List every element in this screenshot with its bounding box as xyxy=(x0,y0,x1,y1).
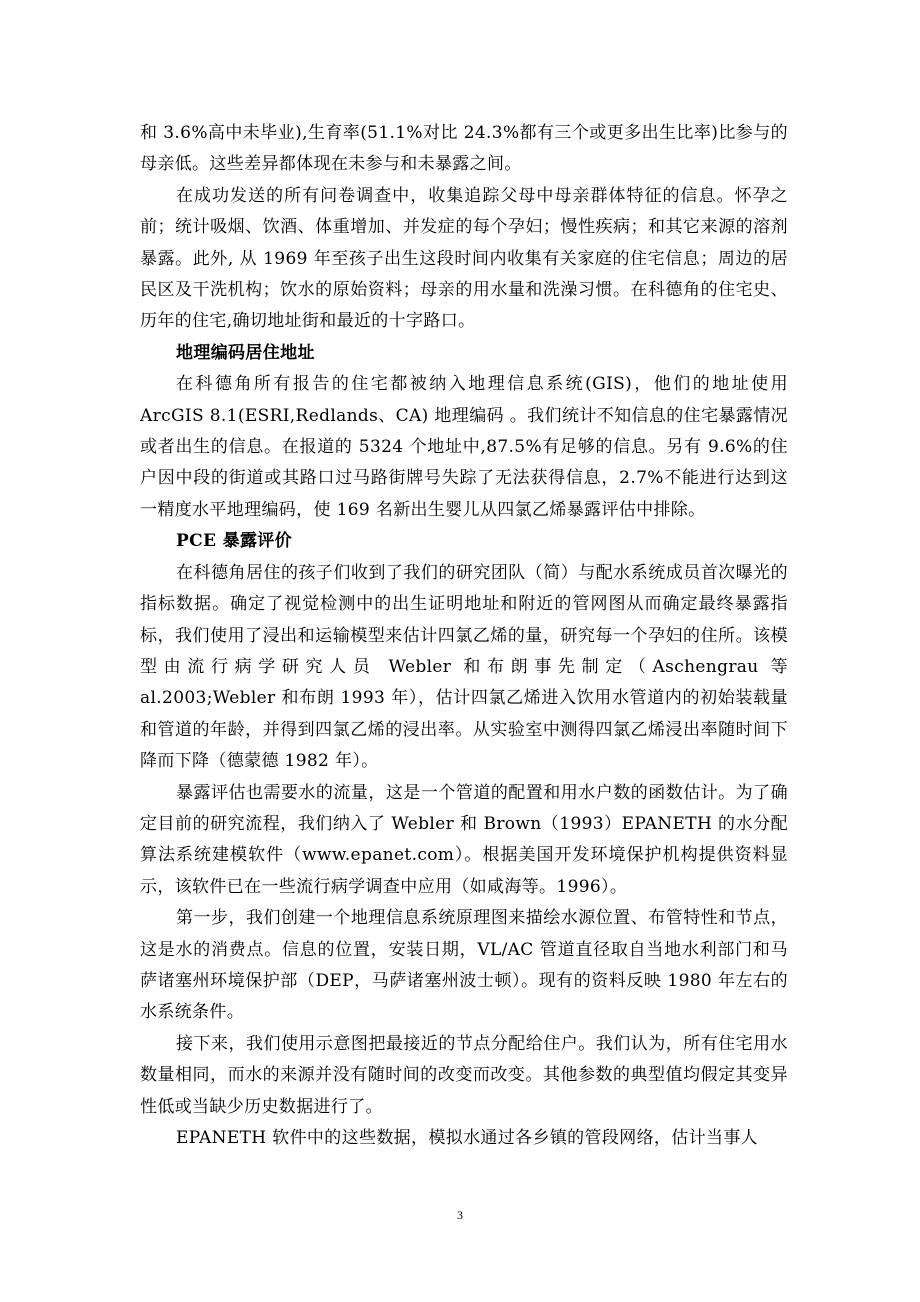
paragraph-first-step: 第一步，我们创建一个地理信息系统原理图来描绘水源位置、布管特性和节点，这是水的消费点。信息的位置，安装日期，VL/AC 管道直径取自当地水利部门和马萨诸塞州环境保护部（DEP，马萨诸塞州波士顿）。现有的资料反映 1980 年左右的水系统条件。 xyxy=(140,908,788,1023)
paragraph-continuation: 和 3.6%高中未毕业),生育率(51.1%对比 24.3%都有三个或更多出生比率)比参与的母亲低。这些差异都体现在未参与和未暴露之间。 xyxy=(140,123,788,175)
paragraph-questionnaire: 在成功发送的所有问卷调查中，收集追踪父母中母亲群体特征的信息。怀孕之前；统计吸烟、饮酒、体重增加、并发症的每个孕妇；慢性疾病；和其它来源的溶剂暴露。此外, 从 1969 年至孩子出生这段时间内收集有关家庭的住宅信息；周边的居民区及干洗机构；饮水的原始资料；母亲的用水量和洗澡习惯。在科德角的住宅史、历年的住宅,确切地址街和最近的十字路口。 xyxy=(140,185,788,332)
paragraph-next-step: 接下来，我们使用示意图把最接近的节点分配给住户。我们认为，所有住宅用水数量相同，而水的来源并没有随时间的改变而改变。其他参数的典型值均假定其变异性低或当缺少历史数据进行了。 xyxy=(140,1033,788,1117)
section-heading-pce-exposure: PCE 暴露评价 xyxy=(176,531,292,552)
page-number: 3 xyxy=(457,1208,463,1222)
paragraph-geocoding: 在科德角所有报告的住宅都被纳入地理信息系统(GIS)，他们的地址使用 ArcGIS 8.1(ESRI,Redlands、CA) 地理编码 。我们统计不知信息的住宅暴露情况或者出生的信息。在报道的 5324 个地址中,87.5%有足够的信息。另有 9.6%的住户因中段的街道或其路口过马路街牌号失踪了无法获得信息，2.7%不能进行达到这一精度水平地理编码，使 169 名新出生婴儿从四氯乙烯暴露评估中排除。 xyxy=(140,374,788,520)
paragraph-exposure-model: 在科德角居住的孩子们收到了我们的研究团队（简）与配水系统成员首次曝光的指标数据。确定了视觉检测中的出生证明地址和附近的管网图从而确定最终暴露指标，我们使用了浸出和运输模型来估计四氯乙烯的量，研究每一个孕妇的住所。该模型由流行病学研究人员 Webler 和布朗事先制定（Aschengrau 等 al.2003;Webler 和布朗 1993 年），估计四氯乙烯进入饮用水管道内的初始装载量和管道的年龄，并得到四氯乙烯的浸出率。从实验室中测得四氯乙烯浸出率随时间下降而下降（德蒙德 1982 年）。 xyxy=(140,562,788,772)
paragraph-epaneth-simulation: EPANETH 软件中的这些数据，模拟水通过各乡镇的管段网络，估计当事人 xyxy=(176,1128,759,1148)
paragraph-water-flow: 暴露评估也需要水的流量，这是一个管道的配置和用水户数的函数估计。为了确定目前的研究流程，我们纳入了 Webler 和 Brown（1993）EPANETH 的水分配算法系统建模软件（www.epanet.com）。根据美国开发环境保护机构提供资料显示，该软件已在一些流行病学调查中应用（如咸海等。1996）。 xyxy=(140,782,788,897)
section-heading-geocoding: 地理编码居住地址 xyxy=(176,342,315,363)
document-body xyxy=(140,118,788,1154)
